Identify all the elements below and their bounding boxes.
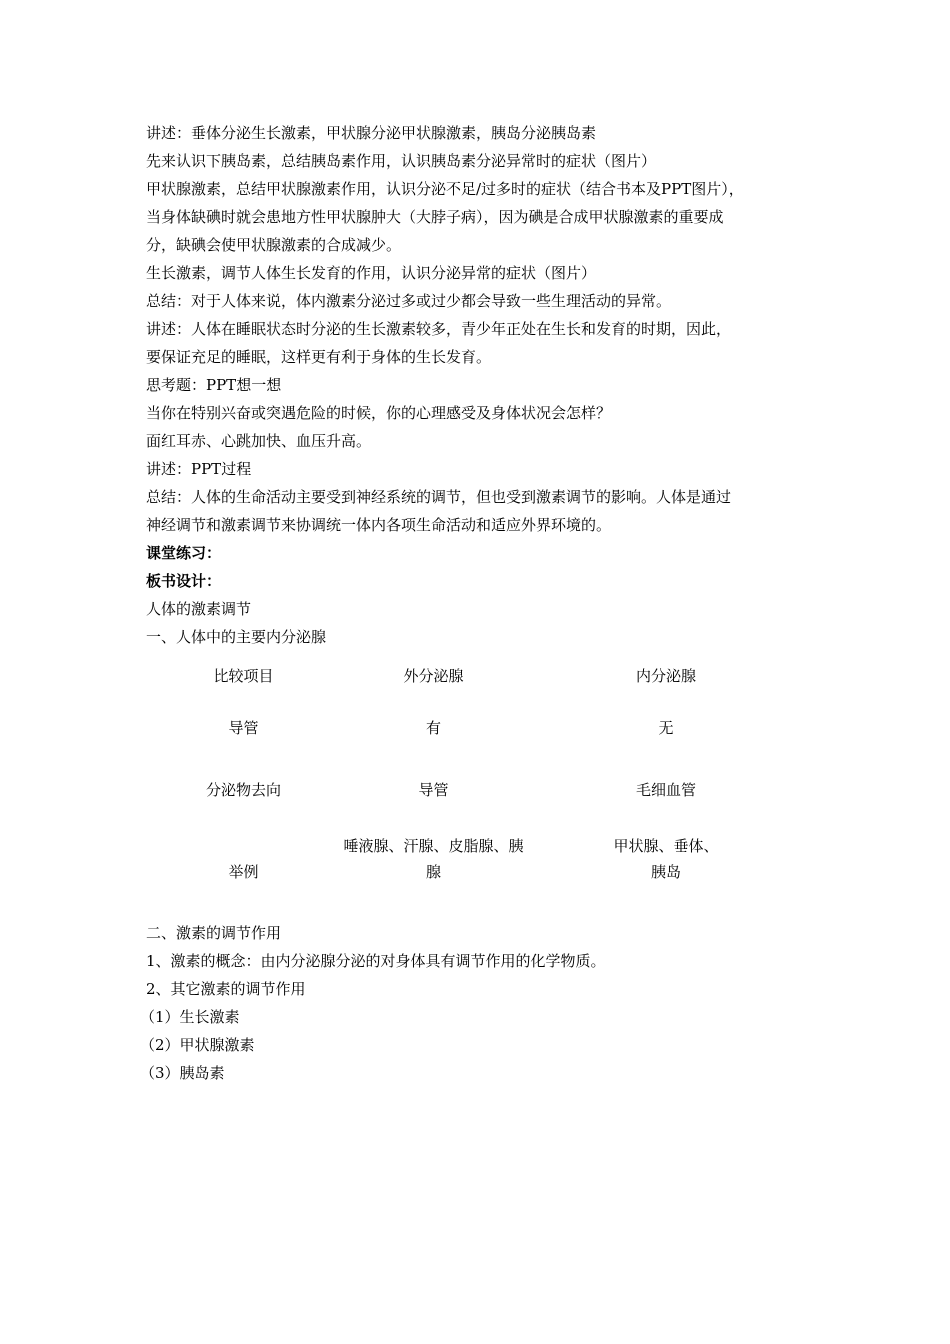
board-design-heading: 板书设计： bbox=[146, 572, 222, 590]
table-cell bbox=[526, 833, 806, 891]
list-subitem: （1）生长激素 bbox=[140, 1008, 240, 1026]
list-item: 2、其它激素的调节作用 bbox=[146, 980, 306, 998]
paragraph-line: 思考题：PPT想一想 bbox=[146, 376, 282, 394]
paragraph-line: 生长激素，调节人体生长发育的作用，认识分泌异常的症状（图片） bbox=[146, 264, 597, 282]
example-endocrine-line: 胰岛 bbox=[650, 863, 681, 881]
table-cell: 导管 bbox=[228, 719, 259, 737]
table-header-row bbox=[146, 653, 806, 715]
section-heading-glands: 一、人体中的主要内分泌腺 bbox=[146, 628, 327, 646]
paragraph-line: 甲状腺激素，总结甲状腺激素作用，认识分泌不足/过多时的症状（结合书本及PPT图片）， bbox=[146, 180, 744, 198]
table-cell: 无 bbox=[658, 719, 674, 737]
paragraph-line: 讲述：PPT过程 bbox=[146, 460, 252, 478]
table-row bbox=[146, 777, 806, 833]
paragraph-line: 分，缺碘会使甲状腺激素的合成减少。 bbox=[146, 236, 402, 254]
table-cell: 毛细血管 bbox=[635, 781, 696, 799]
paragraph-line: 讲述：垂体分泌生长激素，甲状腺分泌甲状腺激素，胰岛分泌胰岛素 bbox=[146, 124, 597, 142]
board-title: 人体的激素调节 bbox=[146, 600, 252, 618]
paragraph-line: 神经调节和激素调节来协调统一体内各项生命活动和适应外界环境的。 bbox=[146, 516, 612, 534]
paragraph-line: 当你在特别兴奋或突遇危险的时候，你的心理感受及身体状况会怎样？ bbox=[146, 404, 612, 422]
example-label: 举例 bbox=[228, 863, 259, 881]
table-header-cell: 内分泌腺 bbox=[635, 667, 696, 685]
section-heading-hormone-regulation: 二、激素的调节作用 bbox=[146, 924, 282, 942]
example-exocrine-line: 腺 bbox=[425, 863, 441, 881]
table-cell bbox=[341, 833, 526, 891]
table-header-cell: 外分泌腺 bbox=[403, 667, 464, 685]
list-subitem: （3）胰岛素 bbox=[140, 1064, 225, 1082]
table-row bbox=[146, 833, 806, 891]
table-cell bbox=[146, 833, 341, 891]
paragraph-line: 要保证充足的睡眠，这样更有利于身体的生长发育。 bbox=[146, 348, 492, 366]
paragraph-line: 面红耳赤、心跳加快、血压升高。 bbox=[146, 432, 372, 450]
paragraph-line: 总结：人体的生命活动主要受到神经系统的调节，但也受到激素调节的影响。人体是通过 bbox=[146, 488, 732, 506]
table-row bbox=[146, 715, 806, 777]
table-cell: 导管 bbox=[418, 781, 449, 799]
paragraph-line: 讲述：人体在睡眠状态时分泌的生长激素较多，青少年正处在生长和发育的时期，因此， bbox=[146, 320, 732, 338]
practice-heading: 课堂练习： bbox=[146, 544, 222, 562]
document-page bbox=[140, 119, 826, 1087]
paragraph-line: 先来认识下胰岛素，总结胰岛素作用，认识胰岛素分泌异常时的症状（图片） bbox=[146, 152, 657, 170]
list-item: 1、激素的概念：由内分泌腺分泌的对身体具有调节作用的化学物质。 bbox=[146, 952, 606, 970]
example-exocrine-line: 唾液腺、汗腺、皮脂腺、胰 bbox=[343, 837, 524, 855]
example-endocrine-line: 甲状腺、垂体、 bbox=[613, 837, 719, 855]
gland-comparison-table bbox=[146, 653, 806, 891]
table-cell: 分泌物去向 bbox=[205, 781, 281, 799]
list-subitem: （2）甲状腺激素 bbox=[140, 1036, 255, 1054]
table-header-cell: 比较项目 bbox=[213, 667, 274, 685]
paragraph-line: 总结：对于人体来说，体内激素分泌过多或过少都会导致一些生理活动的异常。 bbox=[146, 292, 672, 310]
table-cell: 有 bbox=[425, 719, 441, 737]
paragraph-line: 当身体缺碘时就会患地方性甲状腺肿大（大脖子病），因为碘是合成甲状腺激素的重要成 bbox=[146, 208, 724, 226]
